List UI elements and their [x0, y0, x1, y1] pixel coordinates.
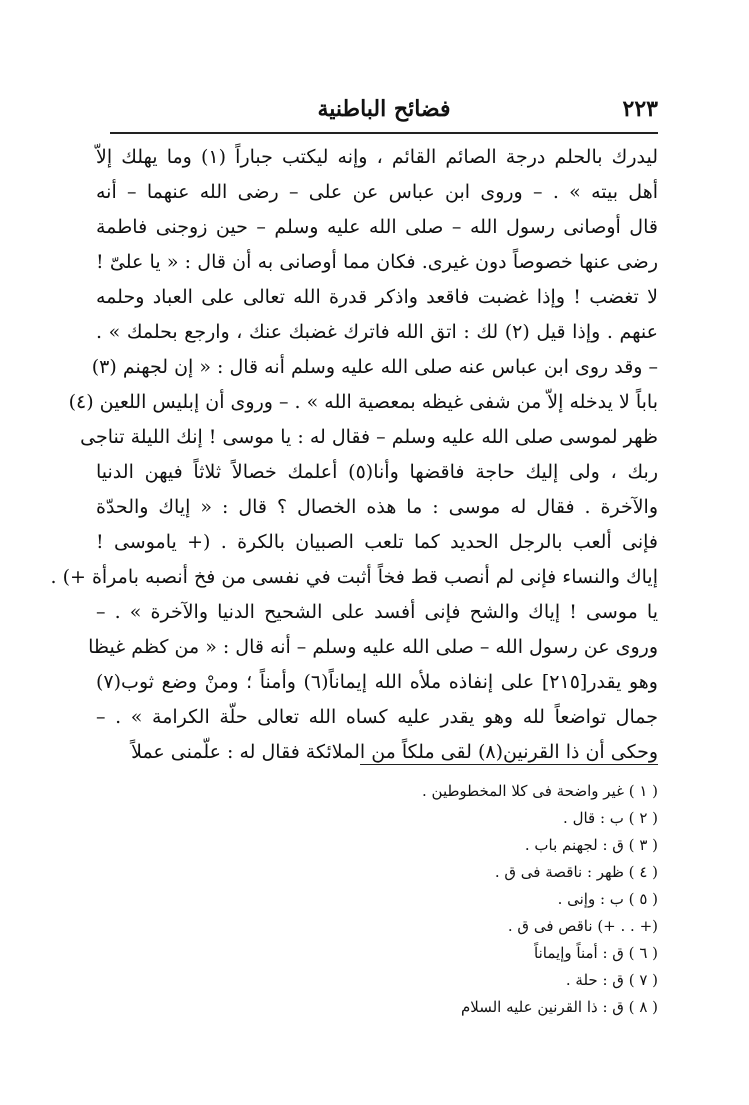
- footnote: ( ٥ ) ب : وإنى .: [557, 890, 658, 908]
- body-line: أهل بيته » . – وروى ابن عباس عن على – رضى الله عنهما – أنه: [96, 181, 658, 203]
- body-line: باباً لا يدخله إلاّ من شفى غيظه بمعصية الله » . – وروى أن إبليس اللعين (٤): [68, 391, 658, 413]
- body-line: ليدرك بالحلم درجة الصائم القائم ، وإنه ليكتب جباراً (١) وما يهلك إلاّ: [96, 146, 658, 168]
- footnote: ( ٨ ) ق : ذا القرنين عليه السلام: [460, 998, 658, 1016]
- body-line: عنهم . وإذا قيل (٢) لك : اتق الله فاترك غضبك عنك ، وارجع بحلمك » .: [96, 321, 659, 343]
- body-line: يا موسى ! إياك والشح فإنى أفسد على الشحيح الدنيا والآخرة » . –: [96, 601, 658, 623]
- footnote-rule: [360, 764, 658, 765]
- footnote: ( ١ ) غير واضحة فى كلا المخطوطين .: [422, 782, 658, 800]
- running-header: [110, 96, 658, 136]
- body-line: ربك ، ولى إليك حاجة فاقضها وأنا(٥) أعلمك خصالاً ثلاثاً فيهن الدنيا: [96, 461, 658, 483]
- body-line: رضى عنها خصوصاً دون غيرى. فكان مما أوصانى به أن قال : « يا علىّ !: [96, 251, 658, 273]
- body-line: وهو يقدر[٢١٥] على إنفاذه ملأه الله إيماناً(٦) وأمناً ؛ ومنْ وضع ثوب(٧): [96, 671, 658, 693]
- footnotes: [300, 778, 658, 1021]
- body-line: إياك والنساء فإنى لم أنصب قط فخاً أثبت في نفسى من فخ أنصبه بامرأة +) .: [50, 566, 658, 588]
- footnote: ( ٢ ) ب : قال .: [563, 809, 658, 827]
- body-line: جمال تواضعاً لله وهو يقدر عليه كساه الله تعالى حلّة الكرامة » . –: [96, 706, 658, 728]
- footnote: ( ٧ ) ق : حلة .: [565, 971, 658, 989]
- body-line: وروى عن رسول الله – صلى الله عليه وسلم – أنه قال : « من كظم غيظا: [88, 636, 658, 658]
- body-text: [50, 140, 659, 770]
- body-line: فإنى ألعب بالرجل الحديد كما تلعب الصبيان بالكرة . (+ ياموسى !: [96, 531, 658, 553]
- running-title: فضائح الباطنية: [317, 96, 451, 122]
- body-line: والآخرة . فقال له موسى : ما هذه الخصال ؟ قال : « إياك والحدّة: [96, 496, 658, 518]
- footnote: (+ . . +) ناقص فى ق .: [507, 917, 658, 935]
- body-line: وحكى أن ذا القرنين(٨) لقى ملكاً من الملائكة فقال له : علّمنى عملاً: [131, 741, 658, 763]
- footnote: ( ٣ ) ق : لجهنم باب .: [524, 836, 658, 854]
- body-line: – وقد روى ابن عباس عنه صلى الله عليه وسلم أنه قال : « إن لجهنم (٣): [91, 356, 658, 378]
- footnote: ( ٤ ) ظهر : ناقصة فى ق .: [494, 863, 658, 881]
- body-line: ظهر لموسى صلى الله عليه وسلم – فقال له : يا موسى ! إنك الليلة تناجى: [80, 426, 658, 448]
- body-line: لا تغضب ! وإذا غضبت فاقعد واذكر قدرة الله تعالى على العباد وحلمه: [96, 286, 658, 308]
- page-number: ٢٢٣: [622, 96, 658, 122]
- header-rule: [110, 132, 658, 134]
- body-line: قال أوصانى رسول الله – صلى الله عليه وسلم – حين زوجنى فاطمة: [96, 216, 658, 238]
- footnote: ( ٦ ) ق : أمناً وإيماناً: [534, 944, 658, 962]
